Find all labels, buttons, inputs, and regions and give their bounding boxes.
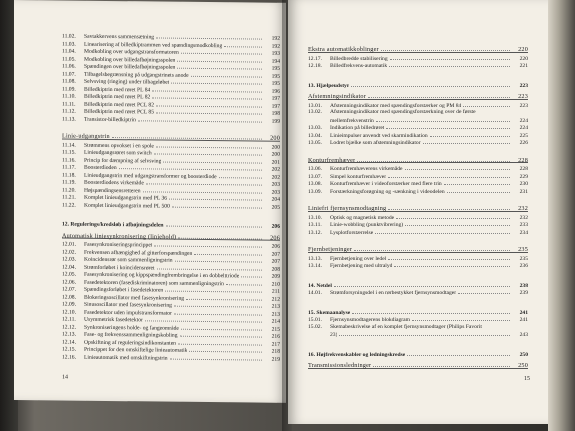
toc-entry-page: 213 xyxy=(271,303,280,310)
toc-entry-title: Højspændingsensretteren xyxy=(84,187,141,194)
toc-entry-page: 241 xyxy=(519,317,528,323)
toc-entry-page: 226 xyxy=(519,140,528,146)
dot-leader xyxy=(194,247,262,255)
toc-entry-page: 200 xyxy=(271,144,280,151)
toc-entry-number: 13.07. xyxy=(308,173,322,180)
toc-entry-title: Ekstra automatikkoblinger xyxy=(308,46,379,53)
toc-entry-page: 213 xyxy=(271,311,280,318)
dot-leader xyxy=(172,200,262,208)
toc-entry-title: Afstemningsindikator xyxy=(308,93,366,100)
toc-entry-title: Komplet linieudgangstrin med PL 36 xyxy=(84,194,168,202)
toc-entry-page: 238 xyxy=(519,282,528,289)
toc-entry-number: 13.13. xyxy=(308,255,322,262)
toc-entry-page: 197 xyxy=(271,95,280,102)
toc-entry-page: 207 xyxy=(271,258,280,265)
toc-entry-number: 11.20. xyxy=(62,187,76,194)
toc-chapter-heading xyxy=(308,307,528,315)
toc-entry xyxy=(308,107,528,115)
toc-entry-number: 11.12. xyxy=(62,108,76,115)
dot-leader xyxy=(396,212,510,219)
dot-leader xyxy=(388,203,510,210)
dot-leader xyxy=(112,131,262,140)
toc-entry-number: 12.02. xyxy=(62,249,76,256)
dot-leader xyxy=(444,178,510,185)
toc-entry-page: 223 xyxy=(519,102,528,109)
toc-entry-title: Usymmetrisk fasedetektor xyxy=(84,316,143,324)
toc-entry-page: 201 xyxy=(271,159,280,166)
toc-entry-page: 217 xyxy=(271,341,280,348)
right-page xyxy=(288,0,550,424)
right-page-number: 15 xyxy=(524,376,530,382)
dot-leader xyxy=(241,270,262,277)
toc-entry-title: 23) xyxy=(330,332,338,338)
dot-leader xyxy=(390,53,510,60)
toc-entry-title: Boosterdiodens virkemåde xyxy=(84,179,144,187)
toc-entry xyxy=(308,329,528,337)
toc-entry-page: 229 xyxy=(519,173,528,180)
toc-entry-title: Savtakkervens sammensætning xyxy=(84,33,155,41)
toc-entry-title: Strømforløbet i koincidensrøret xyxy=(84,264,155,271)
toc-entry-title: Billedkiptrin med røret PCL 85 xyxy=(84,108,155,116)
toc-entry-page: 206 xyxy=(271,243,280,250)
toc-entry-page: 231 xyxy=(519,188,528,195)
toc-entry-page: 194 xyxy=(271,58,280,65)
toc-entry-number: 13.11. xyxy=(308,222,322,228)
toc-entry-title: Linieudgangstrin med udgangstransformer og boosterdiode xyxy=(84,172,217,180)
toc-entry-title: Liniefri fjernsynsmodtagning xyxy=(308,205,387,212)
toc-entry-number: 11.08. xyxy=(62,78,76,85)
toc-entry-page: 214 xyxy=(271,318,280,325)
toc-entry-title: Konturfremhæver xyxy=(308,156,356,164)
dot-leader xyxy=(412,314,510,321)
toc-entry-title: Koincidensrør som sammenligningstrin xyxy=(84,256,173,264)
toc-entry-page: 197 xyxy=(271,103,280,110)
dot-leader xyxy=(423,137,510,144)
toc-entry-title: Komplet linieudgangstrin med PL 500 xyxy=(84,202,170,210)
toc-entry-title: Fasesynkronisering og kippspændingfrembringelse i en dobbelttriode xyxy=(84,271,240,280)
dot-leader xyxy=(224,40,262,47)
toc-entry-title: Fjernbetjening over ledel xyxy=(330,255,387,262)
toc-chapter-heading xyxy=(62,219,280,229)
toc-section-heading xyxy=(308,203,528,212)
toc-entry-number: 11.19. xyxy=(62,179,76,186)
dot-leader xyxy=(458,287,510,294)
toc-entry-number: 11.21. xyxy=(62,194,76,201)
dot-leader xyxy=(373,360,510,367)
dot-leader xyxy=(191,69,262,77)
toc-entry-title: Synkroniseringens holde- og fangeområde xyxy=(84,324,179,332)
toc-entry-title: Lysplotforstærrelse xyxy=(330,229,374,236)
toc-entry-page: 205 xyxy=(271,204,280,211)
toc-entry-title: Linearisering af billedkiptrammen ved spændingsmodkobling xyxy=(84,41,223,49)
toc-entry-page: 202 xyxy=(271,174,280,181)
toc-entry-number: 13.03. xyxy=(308,125,322,131)
toc-entry-page: 215 xyxy=(271,326,280,333)
toc-entry-page: 195 xyxy=(271,80,280,87)
toc-entry-page: 232 xyxy=(518,205,528,212)
toc-entry-page: 234 xyxy=(519,229,528,236)
toc-entry-page: 206 xyxy=(270,234,280,242)
toc-entry-number: 12.06. xyxy=(62,279,76,286)
toc-entry-page: 199 xyxy=(271,118,280,125)
toc-entry-page: 212 xyxy=(271,296,280,303)
dot-leader xyxy=(154,239,262,247)
toc-entry-title: Tilbagelsbegrænsning på udgangstrinets anode xyxy=(84,71,189,79)
toc-entry-page: 218 xyxy=(271,348,280,355)
toc-entry-page: 223 xyxy=(518,93,528,100)
toc-entry-number: 11.13. xyxy=(62,116,76,123)
toc-entry-number: 11.17. xyxy=(62,164,76,171)
toc-entry-title: Billedkiptrin med røret PL 82 xyxy=(84,93,151,101)
toc-entry-number: 15.02. xyxy=(308,323,322,330)
toc-entry-title: Lodret bjælke som afstemningsindikator xyxy=(330,140,421,146)
toc-entry-title: Fasedetektoren (fasediskriminatoren) som sammenligningstrin xyxy=(84,279,224,287)
toc-entry-number: 11.07. xyxy=(62,71,76,78)
toc-entry-number: 11.04. xyxy=(62,48,76,55)
dot-leader xyxy=(143,185,262,193)
toc-entry-title: Modkobling over udgangstransformatoren xyxy=(84,48,179,56)
toc-entry-title: Transmissionsledninger xyxy=(308,362,372,369)
toc-entry-page: 230 xyxy=(519,181,528,187)
toc-entry-number: 13.08. xyxy=(308,181,322,187)
toc-entry-page: 200 xyxy=(270,134,280,142)
page-stack-edge xyxy=(548,0,575,431)
toc-entry-title: Modkobling over billedafbøjningsspolen xyxy=(84,56,176,64)
dot-leader xyxy=(178,231,262,239)
toc-entry-title: Linieimpulser anvendt ved skarmindikation xyxy=(330,132,428,139)
toc-entry xyxy=(308,212,528,220)
toc-entry-title: Fasesynkroniseringsprincippet xyxy=(84,241,153,249)
toc-entry-page: 224 xyxy=(519,125,528,131)
dot-leader xyxy=(334,280,510,287)
toc-section-heading xyxy=(308,44,528,53)
toc-entry-page: 209 xyxy=(271,273,280,280)
toc-entry-number: 13.10. xyxy=(308,214,322,221)
toc-entry-page: 219 xyxy=(271,356,280,363)
toc-entry-page: 228 xyxy=(519,166,528,172)
dot-leader xyxy=(226,278,262,285)
toc-entry-title: Linie-udgangstrin xyxy=(62,132,110,141)
toc-entry-title: Boosterdioden xyxy=(84,164,117,172)
toc-section-heading xyxy=(308,91,528,100)
toc-entry-title: Selvsving (ringing) under tilbageløbet xyxy=(84,78,170,86)
toc-entry-title: Konturfremhæver i videoforstærker med flere trin xyxy=(330,181,442,187)
dot-leader xyxy=(389,60,510,67)
toc-entry-page: 210 xyxy=(271,281,280,288)
toc-entry xyxy=(308,53,528,61)
dot-leader xyxy=(145,314,262,322)
toc-entry-number: 11.09. xyxy=(62,86,76,93)
toc-entry-page: 250 xyxy=(518,362,528,369)
toc-entry-number: 13.01. xyxy=(308,102,322,109)
dot-leader xyxy=(157,262,262,270)
toc-entry-title: Transistor-billedkiptrin xyxy=(84,116,136,123)
toc-entry-number: 12.07. xyxy=(62,286,76,293)
dot-leader xyxy=(388,253,510,260)
dot-leader xyxy=(165,285,262,293)
toc-entry-title: Billedbredde stabilisering xyxy=(330,55,388,62)
toc-entry-title: Princippet for den omskiftelige linieautomatik xyxy=(84,346,188,354)
toc-entry-number: 14.01. xyxy=(308,290,322,296)
toc-entry-page: 208 xyxy=(271,266,280,273)
toc-entry-number: 12.14. xyxy=(62,339,76,346)
toc-entry-title: Simpel konturfremhæver xyxy=(330,173,387,180)
toc-entry-page: 207 xyxy=(271,251,280,258)
toc-entry-title: mellemfrekvenstrin xyxy=(330,117,374,124)
dot-leader xyxy=(166,220,262,228)
toc-entry-page: 193 xyxy=(271,50,280,57)
dot-leader xyxy=(463,100,510,107)
toc-entry-title: Forstærkningsforøgning og -sænkning i videodelen xyxy=(330,188,445,195)
dot-leader xyxy=(352,307,510,314)
toc-entry-number: 12.04. xyxy=(62,264,76,271)
toc-entry-title: 13. Hjælpeudstyr xyxy=(308,82,350,89)
toc-entry-page: 195 xyxy=(271,65,280,72)
toc-entry-title: Spændingsforløbet i fasedetektoren xyxy=(84,286,164,294)
toc-entry-number: 12.18. xyxy=(308,63,322,69)
dot-leader xyxy=(339,329,510,336)
toc-entry-title: Linie-wobbling (punktvibrering) xyxy=(330,222,404,228)
toc-entry-page: 211 xyxy=(271,288,280,295)
toc-entry xyxy=(308,253,528,261)
toc-entry-number: 11.14. xyxy=(62,142,76,149)
toc-entry-title: Princip for dæmpning af selvsving xyxy=(84,157,162,165)
toc-entry-title: Fjernsynsmodtagerens blokdiagram xyxy=(330,317,411,323)
toc-entry xyxy=(308,163,528,171)
toc-entry-page: 235 xyxy=(518,246,528,253)
toc-entry-title: Strømforsyningsdel i en rørbestykket fjernsynsmodtager xyxy=(330,290,457,296)
spacer xyxy=(308,337,528,343)
toc-entry-page: 204 xyxy=(271,196,280,203)
toc-entry-title: Billedkiptrin med røret PCL 82 xyxy=(84,101,155,108)
toc-entry-number: 12.08. xyxy=(62,294,76,301)
toc-entry-page: 192 xyxy=(271,43,280,50)
toc-entry-number: 12.12. xyxy=(62,324,76,331)
toc-entry-title: Billedkiptrin med røret PL 84 xyxy=(84,86,151,93)
dot-leader xyxy=(357,155,510,162)
dot-leader xyxy=(388,171,510,178)
toc-entry-number: 11.03. xyxy=(62,41,76,48)
toc-entry-number: 15.01. xyxy=(308,317,322,323)
toc-section-heading xyxy=(308,155,528,164)
toc-entry-title: Konturfremhæverens virkemåde xyxy=(330,166,403,172)
toc-entry-number: 12.05. xyxy=(62,271,76,278)
toc-entry-title: 15. Skemaanalyse xyxy=(308,309,351,316)
toc-entry-title: Billedfrekvens-automatik xyxy=(330,63,388,69)
toc-entry-page: 206 xyxy=(271,223,280,230)
toc-entry-page: 233 xyxy=(519,222,528,228)
toc-chapter-heading xyxy=(308,349,528,357)
toc-entry-number: 11.06. xyxy=(62,63,76,70)
toc-section-heading xyxy=(308,244,528,253)
toc-entry xyxy=(308,287,528,295)
toc-entry-number: 12.10. xyxy=(62,309,76,316)
left-page-number: 14 xyxy=(62,374,68,381)
toc-section-heading xyxy=(308,360,528,369)
toc-entry xyxy=(308,322,528,330)
toc-entry-title: Blokeringsoscillator med fasesynkronisering xyxy=(84,294,185,302)
toc-entry-number: 11.18. xyxy=(62,172,76,179)
toc-entry-page: 224 xyxy=(519,117,528,124)
toc-entry-title: Skemabeskrivelse af en komplet fjernsynsmodtager (Philips Favorit xyxy=(330,323,482,330)
dot-leader xyxy=(478,107,510,113)
toc-entry-page: 228 xyxy=(518,156,528,164)
toc-entry-number: 11.16. xyxy=(62,157,76,164)
toc-entry-page: 203 xyxy=(271,181,280,188)
dot-leader xyxy=(354,244,510,251)
toc-entry-title: Strømmens opvokset i en spole xyxy=(84,142,154,149)
toc-entry-number: 11.10. xyxy=(62,93,76,100)
toc-entry-page: 198 xyxy=(271,110,280,117)
dot-leader xyxy=(394,260,510,267)
toc-entry-page: 223 xyxy=(519,82,528,89)
toc-entry-title: Indikation på billedrøret xyxy=(330,125,385,131)
dot-leader xyxy=(381,44,510,51)
dot-leader xyxy=(405,219,510,226)
toc-entry-title: Fase- og frekvenssammenligningskobling xyxy=(84,331,178,339)
toc-entry-number: 12.11. xyxy=(62,316,76,323)
toc-entry-title: Sinusoscillator med fasesynkronisering xyxy=(84,301,172,309)
dot-leader xyxy=(119,162,262,171)
toc-entry-number: 11.05. xyxy=(62,56,76,63)
toc-entry-number: 13.09. xyxy=(308,188,322,195)
dot-leader xyxy=(368,91,510,98)
toc-entry-number: 11.22. xyxy=(62,202,76,209)
left-toc-list xyxy=(62,31,280,361)
toc-entry-page: 195 xyxy=(271,73,280,80)
toc-entry-page: 236 xyxy=(519,263,528,269)
toc-entry-number: 12.09. xyxy=(62,301,76,308)
toc-entry-number: 12.16. xyxy=(62,354,76,361)
dot-leader xyxy=(219,171,262,178)
toc-entry-page: 250 xyxy=(519,351,528,358)
left-page xyxy=(14,0,286,403)
toc-entry-number: 13.12. xyxy=(308,229,322,236)
dot-leader xyxy=(170,352,262,360)
toc-entry-number: 12.01. xyxy=(62,241,76,248)
toc-entry-title: Optisk og magnetisk metode xyxy=(330,214,395,221)
dot-leader xyxy=(156,31,262,39)
toc-entry-page: 232 xyxy=(519,214,528,221)
toc-entry-page: 202 xyxy=(271,166,280,173)
toc-entry-number: 13.04. xyxy=(308,132,322,139)
toc-entry-title: 14. Netdel xyxy=(308,282,332,289)
toc-entry-title: Afstemningsindikator med spændingsforstærkning over de første xyxy=(330,109,476,115)
dot-leader xyxy=(484,322,510,328)
toc-entry-page: 203 xyxy=(271,189,280,196)
dot-leader xyxy=(376,115,510,122)
dot-leader xyxy=(375,227,510,234)
dot-leader xyxy=(407,349,510,356)
toc-entry-page: 221 xyxy=(519,63,528,69)
toc-entry-page: 196 xyxy=(271,88,280,95)
toc-entry-title: Fjernbetjeninger xyxy=(308,246,353,253)
right-toc-list xyxy=(308,40,528,369)
toc-entry-page: 216 xyxy=(271,333,280,340)
toc-entry-title: Automatisk liniesynkronisering (liniehold) xyxy=(62,232,177,241)
toc-entry-page: 225 xyxy=(519,132,528,139)
toc-entry-number: 13.06. xyxy=(308,166,322,172)
toc-entry-page: 239 xyxy=(519,290,528,296)
toc-entry-title: Frekvensen afhængighed af gitterforspændingen xyxy=(84,249,193,257)
toc-entry-page: 200 xyxy=(271,151,280,158)
toc-entry-number: 12.17. xyxy=(308,55,322,62)
toc-entry xyxy=(308,100,528,108)
toc-entry-number: 13.05. xyxy=(308,140,322,146)
toc-entry-number: 11.15. xyxy=(62,149,76,156)
toc-entry-page: 220 xyxy=(518,46,528,53)
dot-leader xyxy=(138,114,262,122)
dot-leader xyxy=(405,163,510,170)
toc-entry-title: 16. Højfrekvenskabler og ledningskredse xyxy=(308,351,406,358)
toc-entry-title: Linieautomatik med omskiftningstrin xyxy=(84,354,168,362)
toc-entry-page: 220 xyxy=(519,55,528,62)
toc-entry-number: 13.14. xyxy=(308,263,322,269)
toc-entry-title: Fjernbetjening med ultralyd xyxy=(330,263,393,269)
toc-entry-title: 12. Regulerings/kredsløb i afbøjningsdelen xyxy=(62,221,164,229)
toc-entry-number: 12.03. xyxy=(62,256,76,263)
dot-leader xyxy=(351,80,510,87)
toc-entry-title: Afstemningsindikator med spændingsforstærker og PM 84 xyxy=(330,102,462,109)
toc-entry-number: 13.02. xyxy=(308,109,322,115)
toc-chapter-heading xyxy=(308,80,528,88)
toc-entry-number: 12.13. xyxy=(62,331,76,338)
toc-entry-page: 241 xyxy=(519,309,528,316)
dot-leader xyxy=(189,345,262,353)
dot-leader xyxy=(430,130,510,137)
toc-entry-title: Linieudgangsrøret som switch xyxy=(84,149,152,157)
toc-entry-number: 12.15. xyxy=(62,346,76,353)
toc-entry-title: Opskiftning af reguleringsindikonstanten xyxy=(84,339,176,347)
toc-entry-page: 192 xyxy=(271,35,280,42)
toc-entry-page: 243 xyxy=(519,332,528,338)
toc-entry-number: 11.02. xyxy=(62,33,76,40)
toc-entry-page: 235 xyxy=(519,255,528,262)
toc-entry-title: Spændingen over billedafbøjningsspolen xyxy=(84,63,176,71)
toc-entry-number: 11.11. xyxy=(62,101,76,108)
dot-leader xyxy=(386,122,510,129)
dot-leader xyxy=(447,186,510,193)
toc-chapter-heading xyxy=(308,280,528,288)
toc-entry-title: Fasedetektor uden impulstransformator xyxy=(84,309,172,317)
